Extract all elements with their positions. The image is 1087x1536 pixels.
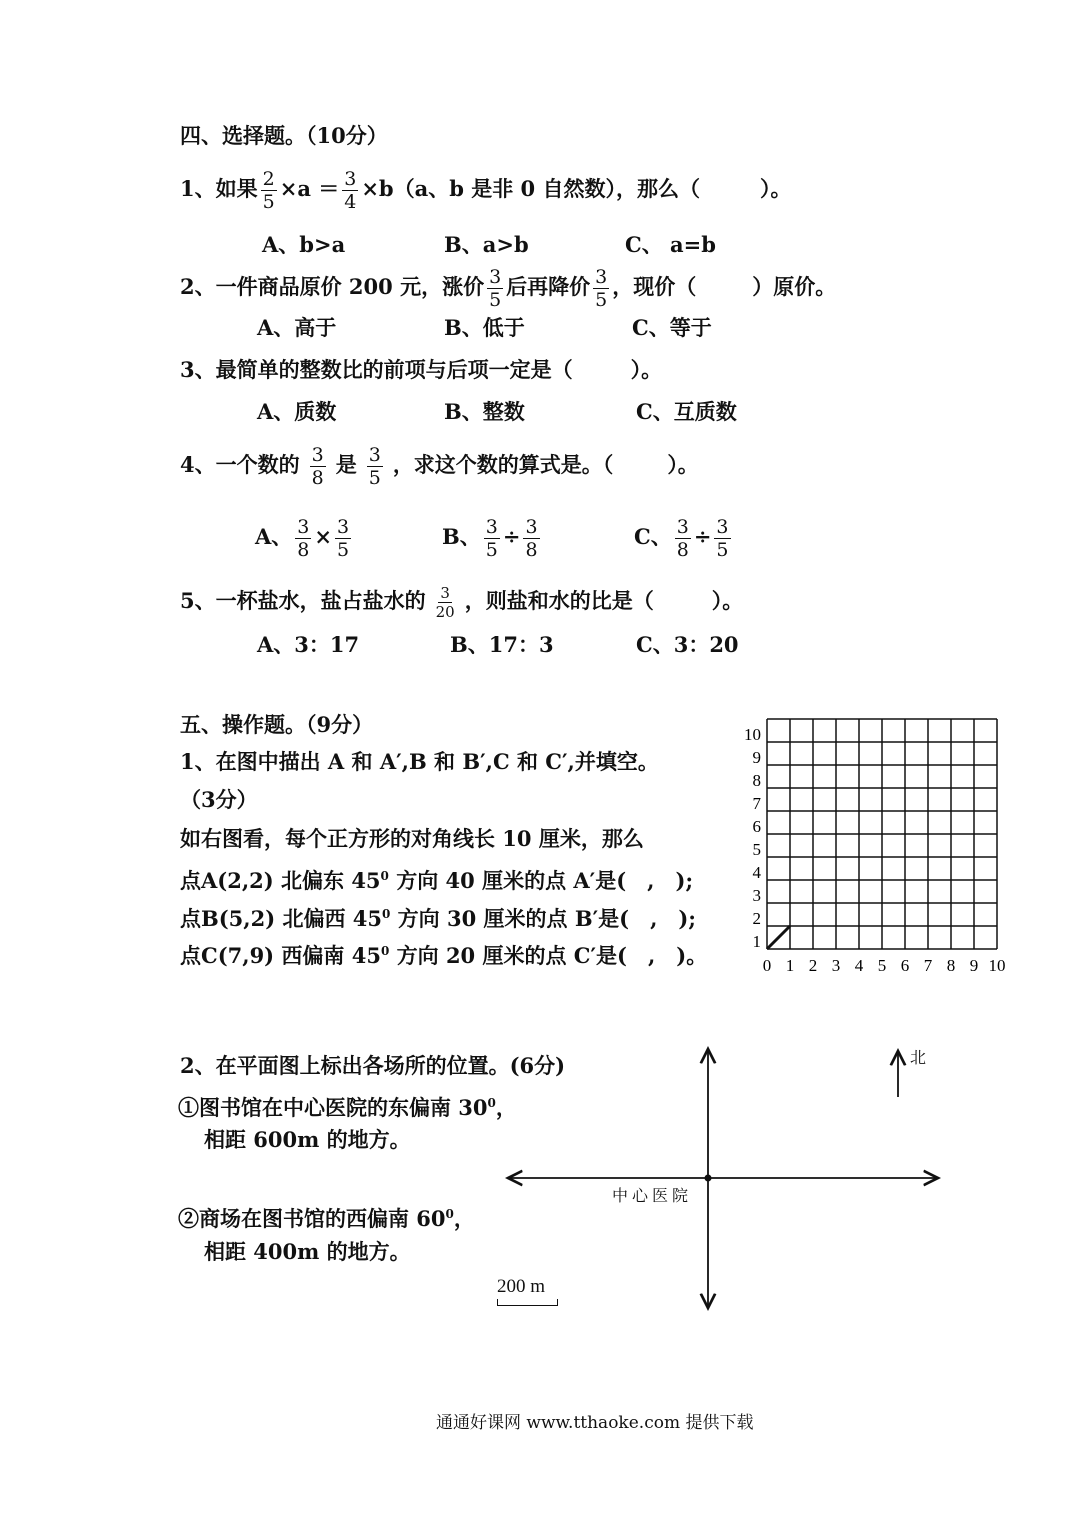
grid-y-tick-label: 6 xyxy=(752,817,761,836)
q2-option-a: A、高于 xyxy=(257,315,337,340)
question-2: 2、一件商品原价 200 元，涨价 $\frac{3}{5}$ 后再降价 $\frac{3}{5}$ ，现价（ ）原价。 xyxy=(180,266,837,311)
diagonal-mark xyxy=(767,926,790,949)
center-point xyxy=(705,1175,712,1182)
op-q2-item2-line2: 相距 400m 的地方。 xyxy=(204,1239,411,1264)
fraction: $\frac{3}{5}$ xyxy=(716,516,729,561)
op-q1-line1: 1、在图中描出 A 和 A′,B 和 B′,C 和 C′,并填空。 xyxy=(180,749,659,774)
q1-option-c: C、 a=b xyxy=(625,232,716,257)
grid-y-tick-label: 2 xyxy=(752,909,761,928)
fraction: $\frac{3}{5}$ xyxy=(485,516,498,561)
grid-y-tick-label: 5 xyxy=(752,840,761,859)
coordinate-grid[interactable] xyxy=(735,705,1015,980)
q1-option-b: B、a>b xyxy=(444,232,529,257)
op-q2-line1: 2、在平面图上标出各场所的位置。(6分) xyxy=(180,1053,566,1078)
grid-x-tick-label: 0 xyxy=(762,956,772,975)
q5-option-c: C、3：20 xyxy=(636,632,739,657)
question-4: 4、一个数的 $\frac{3}{8}$ 是 $\frac{3}{5}$ ，求这个数的算式是。（ ）。 xyxy=(180,444,699,489)
question-5: 5、一杯盐水，盐占盐水的 $\frac{3}{20}$ ，则盐和水的比是（ ）。 xyxy=(180,584,744,621)
grid-x-tick-label: 4 xyxy=(854,956,864,975)
plan-diagram[interactable] xyxy=(480,1035,960,1320)
op-q2-item1: ①图书馆在中心医院的东偏南 $30^0$， xyxy=(178,1095,517,1120)
fraction: $\frac{3}{5}$ xyxy=(368,444,381,489)
section5-title: 五、操作题。（9分） xyxy=(180,712,374,737)
grid-x-tick-label: 8 xyxy=(946,956,956,975)
fraction: $\frac{3}{8}$ xyxy=(297,516,310,561)
grid-x-tick-label: 6 xyxy=(900,956,910,975)
grid-x-tick-label: 1 xyxy=(785,956,795,975)
q4-option-c: C、 $\frac{3}{8}$ ÷ $\frac{3}{5}$ xyxy=(634,516,729,561)
question-3: 3、最简单的整数比的前项与后项一定是（ ）。 xyxy=(180,357,663,382)
scale-bar xyxy=(497,1299,558,1306)
north-label: 北 xyxy=(910,1048,927,1067)
q4-option-a: A、 $\frac{3}{8}$ × $\frac{3}{5}$ xyxy=(255,516,350,561)
op-q1-point-c: 点C(7,9) 西偏南 $45^0$ 方向 20 厘米的点 C′是( , )。 xyxy=(180,943,708,968)
grid-y-tick-label: 10 xyxy=(744,725,761,744)
op-q1-line2: （3分） xyxy=(180,787,258,812)
q3-option-a: A、质数 xyxy=(257,399,337,424)
grid-y-tick-label: 9 xyxy=(752,748,761,767)
q1-option-a: A、b>a xyxy=(262,232,346,257)
section4-title: 四、选择题。（10分） xyxy=(180,123,388,148)
grid-y-tick-label: 1 xyxy=(752,932,761,951)
fraction: $\frac{3}{8}$ xyxy=(676,516,689,561)
fraction: $\frac{3}{8}$ xyxy=(311,444,324,489)
op-q2-item1-line2: 相距 600m 的地方。 xyxy=(204,1127,411,1152)
q3-option-b: B、整数 xyxy=(444,399,525,424)
grid-y-tick-label: 7 xyxy=(752,794,761,813)
q5-option-a: A、3：17 xyxy=(257,632,360,657)
grid-x-tick-label: 5 xyxy=(877,956,887,975)
grid-x-tick-label: 2 xyxy=(808,956,818,975)
scale-label: 200 m xyxy=(497,1276,546,1297)
fraction: $\frac{3}{5}$ xyxy=(489,266,502,311)
fraction: $\frac{3}{5}$ xyxy=(595,266,608,311)
center-hospital-label: 中心医院 xyxy=(612,1186,693,1205)
grid-y-tick-label: 8 xyxy=(752,771,761,790)
op-q1-point-a: 点A(2,2) 北偏东 $45^0$ 方向 40 厘米的点 A′是( , ); xyxy=(180,868,694,893)
grid-x-tick-label: 7 xyxy=(923,956,933,975)
grid-x-tick-label: 3 xyxy=(831,956,841,975)
grid-y-tick-label: 4 xyxy=(752,863,761,882)
grid-x-tick-label: 9 xyxy=(969,956,979,975)
op-q1-line3: 如右图看，每个正方形的对角线长 10 厘米，那么 xyxy=(180,826,644,851)
q2-option-b: B、低于 xyxy=(444,315,525,340)
q2-option-c: C、等于 xyxy=(632,315,712,340)
op-q2-item2: ②商场在图书馆的西偏南 $60^0$， xyxy=(178,1206,475,1231)
question-1: 1、如果 $\frac{2}{5}$ ×a ＝ $\frac{3}{4}$ ×b（a、b 是非 0 自然数），那么（ ）。 xyxy=(180,168,792,213)
grid-y-tick-label: 3 xyxy=(752,886,761,905)
fraction: $\frac{3}{8}$ xyxy=(525,516,538,561)
fraction: $\frac{2}{5}$ xyxy=(262,168,275,213)
q5-option-b: B、17：3 xyxy=(450,632,554,657)
fraction: $\frac{3}{5}$ xyxy=(337,516,350,561)
op-q1-point-b: 点B(5,2) 北偏西 $45^0$ 方向 30 厘米的点 B′是( , ); xyxy=(180,906,697,931)
q4-option-b: B、 $\frac{3}{5}$ ÷ $\frac{3}{8}$ xyxy=(442,516,538,561)
fraction: $\frac{3}{20}$ xyxy=(435,584,455,621)
q3-option-c: C、互质数 xyxy=(636,399,737,424)
grid-x-tick-label: 10 xyxy=(988,956,1006,975)
fraction: $\frac{3}{4}$ xyxy=(344,168,357,213)
footer-text: 通通好课网 www.tthaoke.com 提供下载 xyxy=(436,1413,754,1433)
